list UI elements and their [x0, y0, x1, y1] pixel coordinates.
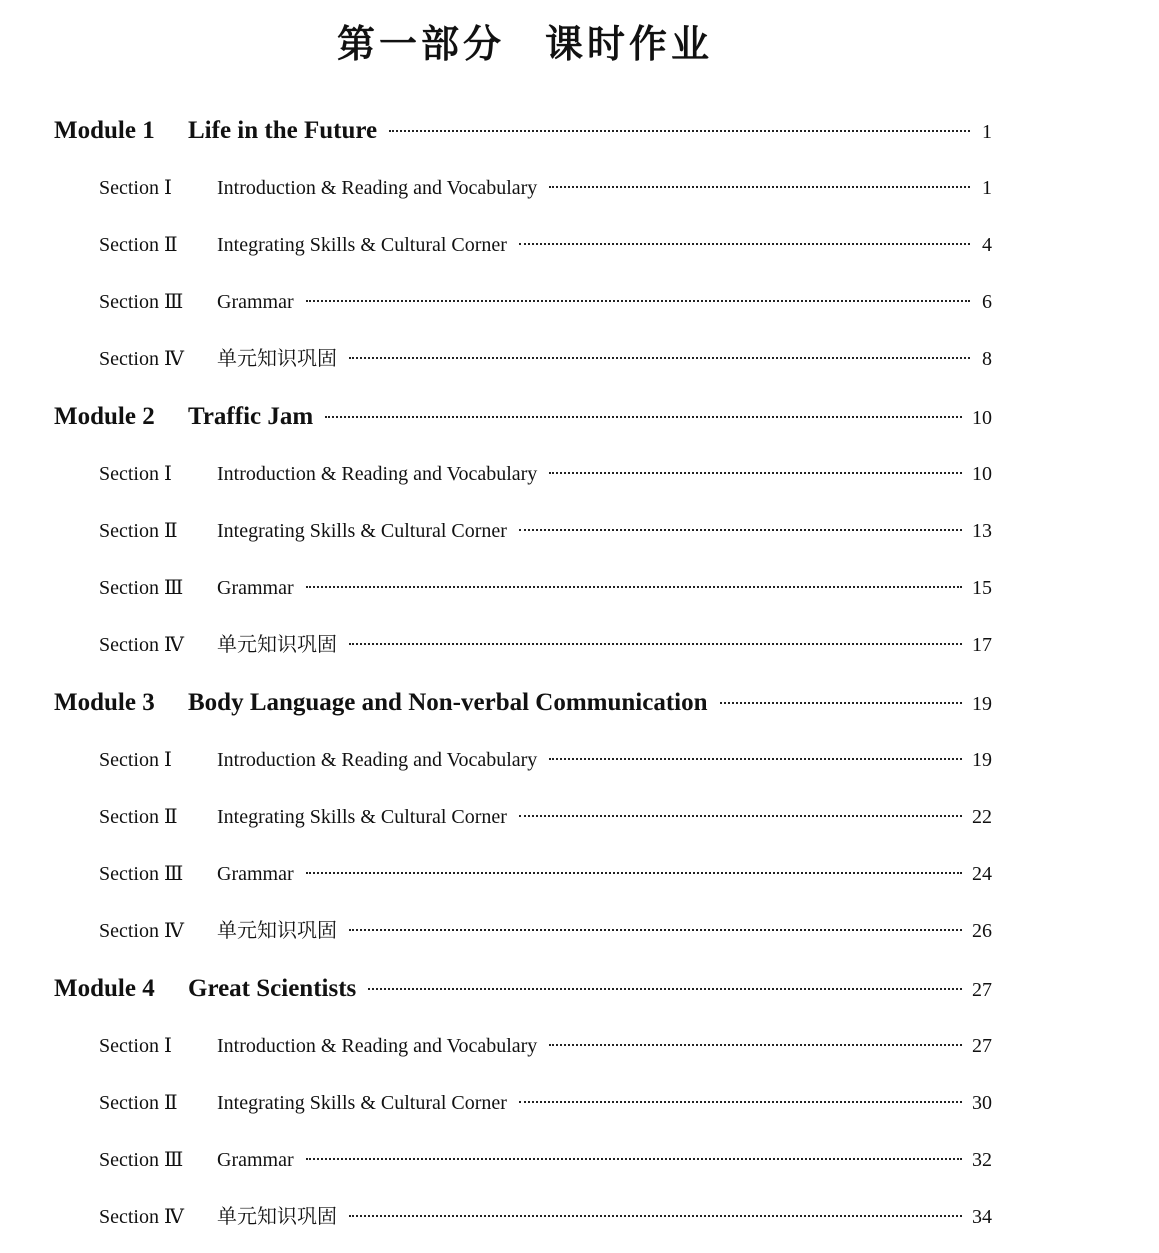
section-title: Introduction & Reading and Vocabulary: [217, 177, 538, 199]
module-2: [54, 388, 992, 674]
page-number: 19: [972, 749, 992, 771]
section-title: Introduction & Reading and Vocabulary: [217, 463, 538, 485]
section-title: 单元知识巩固: [217, 634, 337, 656]
section-title: 单元知识巩固: [217, 348, 337, 370]
page-number: 32: [972, 1149, 992, 1171]
section-number: Section Ⅲ: [99, 863, 184, 885]
section-number: Section Ⅱ: [99, 520, 178, 542]
section-title: Integrating Skills & Cultural Corner: [217, 234, 507, 256]
page-number: 26: [972, 920, 992, 942]
toc-entry-module-1[interactable]: [54, 102, 992, 160]
toc-entry-module-3[interactable]: [54, 674, 992, 732]
toc-entry-section[interactable]: [54, 617, 992, 674]
page-title: [0, 18, 1050, 70]
page-number: 4: [982, 234, 992, 256]
page-number: 13: [972, 520, 992, 542]
toc-entry-section[interactable]: [54, 560, 992, 617]
section-title: Grammar: [217, 577, 294, 599]
section-title: Grammar: [217, 1149, 294, 1171]
module-number: Module 4: [54, 975, 155, 1002]
toc-entry-section[interactable]: [54, 217, 992, 274]
table-of-contents: [54, 102, 992, 1246]
page-number: 34: [972, 1206, 992, 1228]
dot-leader: [720, 702, 962, 704]
toc-entry-section[interactable]: [54, 1189, 992, 1246]
toc-entry-section[interactable]: [54, 160, 992, 217]
section-number: Section Ⅲ: [99, 1149, 184, 1171]
page-number: 27: [972, 979, 992, 1001]
section-title: Grammar: [217, 291, 294, 313]
module-1: [54, 102, 992, 388]
page-number: 22: [972, 806, 992, 828]
dot-leader: [549, 472, 962, 474]
toc-entry-section[interactable]: [54, 503, 992, 560]
dot-leader: [519, 1101, 962, 1103]
dot-leader: [349, 1215, 962, 1217]
page-number: 8: [982, 348, 992, 370]
section-title: Grammar: [217, 863, 294, 885]
page-number: 10: [972, 463, 992, 485]
page-number: 17: [972, 634, 992, 656]
toc-entry-module-2[interactable]: [54, 388, 992, 446]
dot-leader: [349, 643, 962, 645]
page-number: 30: [972, 1092, 992, 1114]
module-title: Life in the Future: [188, 117, 378, 144]
section-number: Section Ⅰ: [99, 463, 172, 485]
section-number: Section Ⅳ: [99, 1206, 184, 1228]
dot-leader: [368, 988, 962, 990]
section-number: Section Ⅰ: [99, 749, 172, 771]
dot-leader: [306, 872, 962, 874]
page-number: 24: [972, 863, 992, 885]
module-number: Module 3: [54, 689, 155, 716]
toc-entry-module-4[interactable]: [54, 960, 992, 1018]
section-number: Section Ⅱ: [99, 1092, 178, 1114]
module-title: Traffic Jam: [188, 403, 314, 430]
title-name: 课时作业: [545, 22, 714, 66]
section-number: Section Ⅰ: [99, 1035, 172, 1057]
title-part: 第一部分: [336, 22, 505, 66]
toc-entry-section[interactable]: [54, 846, 992, 903]
dot-leader: [389, 130, 970, 132]
section-number: Section Ⅱ: [99, 234, 178, 256]
dot-leader: [306, 300, 970, 302]
dot-leader: [519, 529, 962, 531]
toc-entry-section[interactable]: [54, 1132, 992, 1189]
dot-leader: [549, 1044, 962, 1046]
section-title: Integrating Skills & Cultural Corner: [217, 806, 507, 828]
dot-leader: [349, 929, 962, 931]
page-number: 15: [972, 577, 992, 599]
section-number: Section Ⅳ: [99, 920, 184, 942]
toc-entry-section[interactable]: [54, 903, 992, 960]
toc-entry-section[interactable]: [54, 1075, 992, 1132]
dot-leader: [519, 815, 962, 817]
module-number: Module 1: [54, 117, 155, 144]
section-number: Section Ⅲ: [99, 291, 184, 313]
dot-leader: [306, 586, 962, 588]
section-title: 单元知识巩固: [217, 920, 337, 942]
section-number: Section Ⅲ: [99, 577, 184, 599]
module-title: Body Language and Non-verbal Communication: [188, 689, 708, 716]
module-3: [54, 674, 992, 960]
page-number: 10: [972, 407, 992, 429]
toc-entry-section[interactable]: [54, 331, 992, 388]
section-number: Section Ⅱ: [99, 806, 178, 828]
toc-entry-section[interactable]: [54, 789, 992, 846]
section-title: 单元知识巩固: [217, 1206, 337, 1228]
dot-leader: [306, 1158, 962, 1160]
page-number: 19: [972, 693, 992, 715]
toc-entry-section[interactable]: [54, 446, 992, 503]
page-number: 1: [982, 177, 992, 199]
dot-leader: [349, 357, 970, 359]
page-number: 27: [972, 1035, 992, 1057]
section-number: Section Ⅳ: [99, 348, 184, 370]
dot-leader: [549, 186, 970, 188]
module-4: [54, 960, 992, 1246]
toc-entry-section[interactable]: [54, 732, 992, 789]
module-number: Module 2: [54, 403, 155, 430]
section-number: Section Ⅳ: [99, 634, 184, 656]
page-number: 1: [982, 121, 992, 143]
section-title: Integrating Skills & Cultural Corner: [217, 1092, 507, 1114]
section-title: Integrating Skills & Cultural Corner: [217, 520, 507, 542]
page-number: 6: [982, 291, 992, 313]
module-title: Great Scientists: [188, 975, 357, 1002]
toc-entry-section[interactable]: [54, 274, 992, 331]
toc-entry-section[interactable]: [54, 1018, 992, 1075]
section-number: Section Ⅰ: [99, 177, 172, 199]
dot-leader: [519, 243, 970, 245]
dot-leader: [549, 758, 962, 760]
section-title: Introduction & Reading and Vocabulary: [217, 1035, 538, 1057]
section-title: Introduction & Reading and Vocabulary: [217, 749, 538, 771]
dot-leader: [325, 416, 962, 418]
